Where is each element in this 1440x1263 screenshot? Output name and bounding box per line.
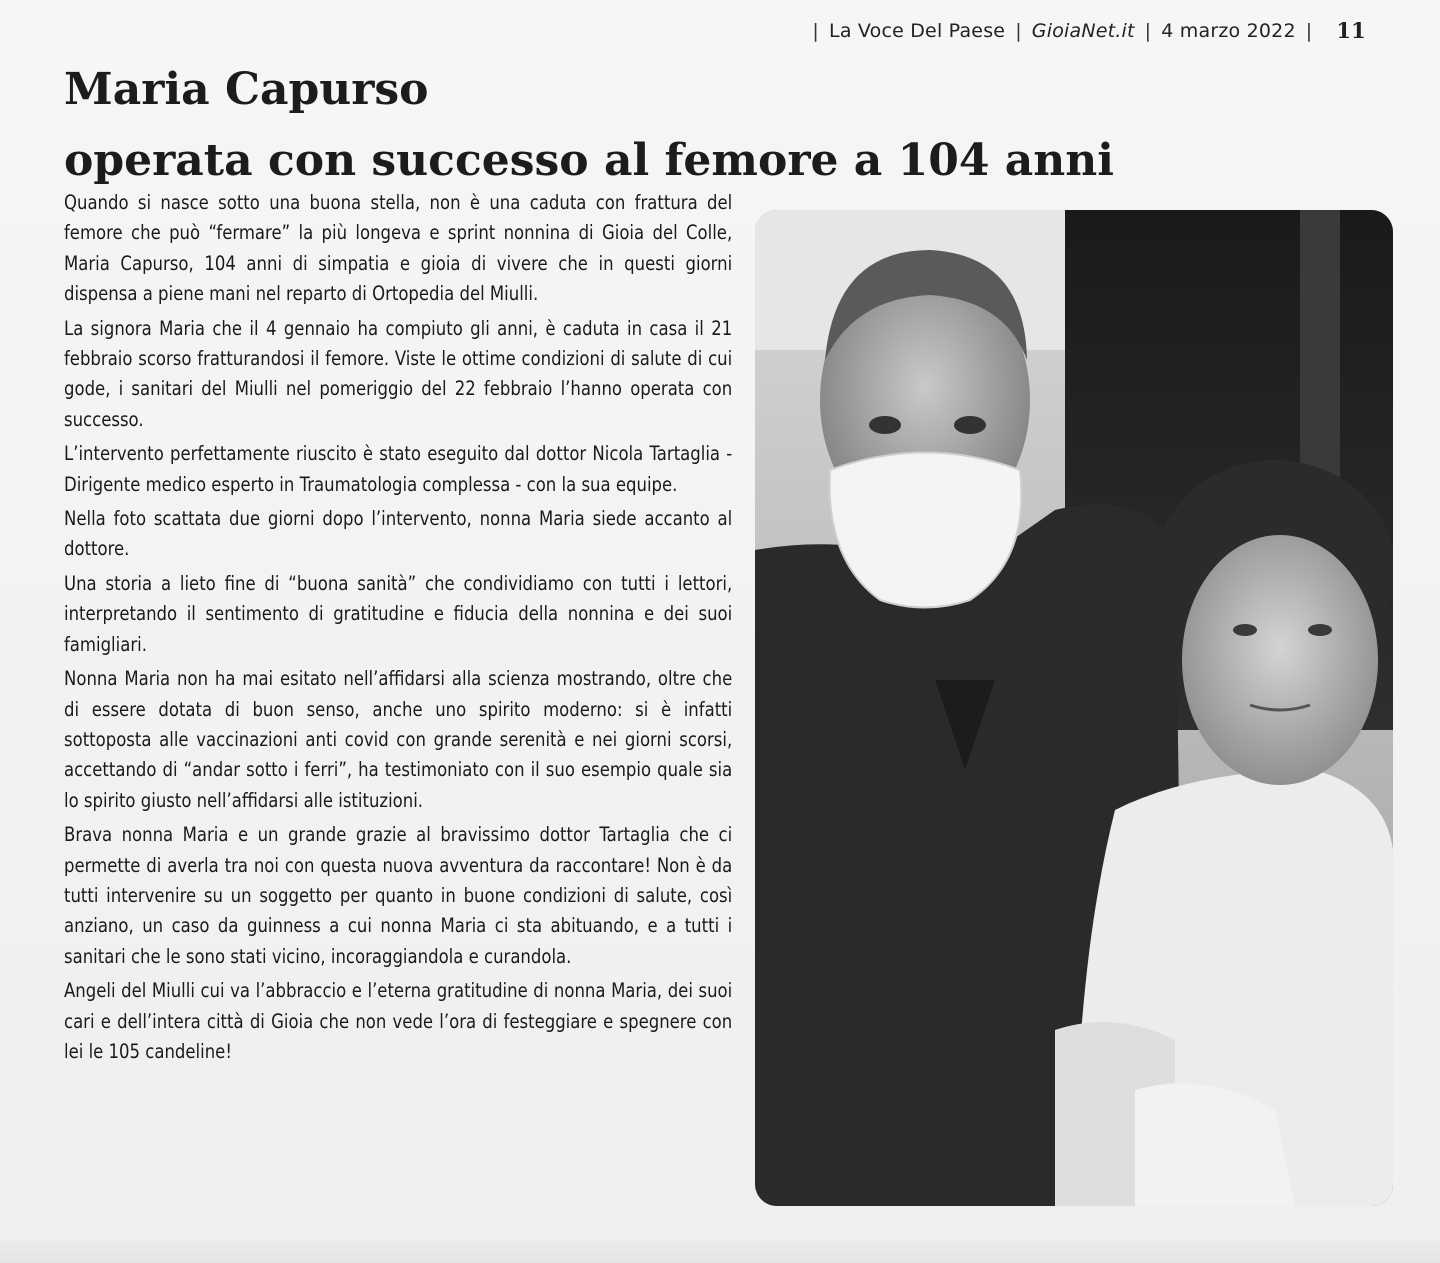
publication-name: La Voce Del Paese bbox=[829, 19, 1006, 42]
issue-date: 4 marzo 2022 bbox=[1161, 19, 1296, 42]
page-header bbox=[812, 18, 1366, 43]
site-name: GioiaNet.it bbox=[1031, 19, 1135, 42]
header-separator: | bbox=[812, 19, 820, 42]
page-bottom-edge bbox=[0, 1240, 1440, 1263]
paragraph: Brava nonna Maria e un grande grazie al bravissimo dottor Tartaglia che ci permette di averla tra noi con questa nuova avventura da raccontare! Non è da tutti intervenire su un soggetto per quanto in buone condizioni di salute, così anziano, un caso da guinness a cui nonna Maria ci sta abituando, e a tutti i sanitari che le sono stati vicino, incoraggiandola e curandola. bbox=[64, 823, 732, 968]
page-number: 11 bbox=[1336, 18, 1366, 43]
article-body-column bbox=[64, 188, 732, 1228]
header-separator: | bbox=[1144, 19, 1152, 42]
article-body bbox=[64, 188, 732, 1067]
paragraph: Nella foto scattata due giorni dopo l’intervento, nonna Maria siede accanto al dottore. bbox=[64, 507, 732, 561]
paragraph: Nonna Maria non ha mai esitato nell’affidarsi alla scienza mostrando, oltre che di essere dotata di buon senso, anche uno spirito moderno: si è infatti sottoposta alle vaccinazioni anti covid con grande serenità e nei giorni scorsi, accettando di “andar sotto i ferri”, ha testimoniato con il suo esempio quale sia lo spirito giusto nell’affidarsi alle istituzioni. bbox=[64, 667, 732, 812]
title-line-1: Maria Capurso bbox=[64, 64, 429, 115]
paragraph: L’intervento perfettamente riuscito è stato eseguito dal dottor Nicola Tartaglia - Dirigente medico esperto in Traumatologia complessa - con la sua equipe. bbox=[64, 442, 732, 496]
title-line-2: operata con successo al femore a 104 anni bbox=[64, 135, 1115, 186]
article-title bbox=[64, 62, 1114, 190]
header-separator: | bbox=[1015, 19, 1022, 42]
paragraph: Angeli del Miulli cui va l’abbraccio e l’eterna gratitudine di nonna Maria, dei suoi cari e dell’intera città di Gioia che non vede l’ora di festeggiare e spegnere con lei le 105 candeline! bbox=[64, 979, 732, 1063]
paragraph: Una storia a lieto fine di “buona sanità” che condividiamo con tutti i lettori, interpretando il sentimento di gratitudine e fiducia della nonnina e dei suoi famigliari. bbox=[64, 571, 732, 656]
header-separator: | bbox=[1305, 19, 1313, 42]
article-photo bbox=[755, 210, 1393, 1206]
photo-illustration bbox=[755, 210, 1393, 1206]
paragraph: Quando si nasce sotto una buona stella, non è una caduta con frattura del femore che può “fermare” la più longeva e sprint nonnina di Gioia del Colle, Maria Capurso, 104 anni di simpatia e gioia di vivere che in questi giorni dispensa a piene mani nel reparto di Ortopedia del Miulli. bbox=[64, 191, 732, 306]
paragraph: La signora Maria che il 4 gennaio ha compiuto gli anni, è caduta in casa il 21 febbraio scorso fratturandosi il femore. Viste le ottime condizioni di salute di cui gode, i sanitari del Miulli nel pomeriggio del 22 febbraio l’hanno operata con successo. bbox=[64, 316, 732, 431]
